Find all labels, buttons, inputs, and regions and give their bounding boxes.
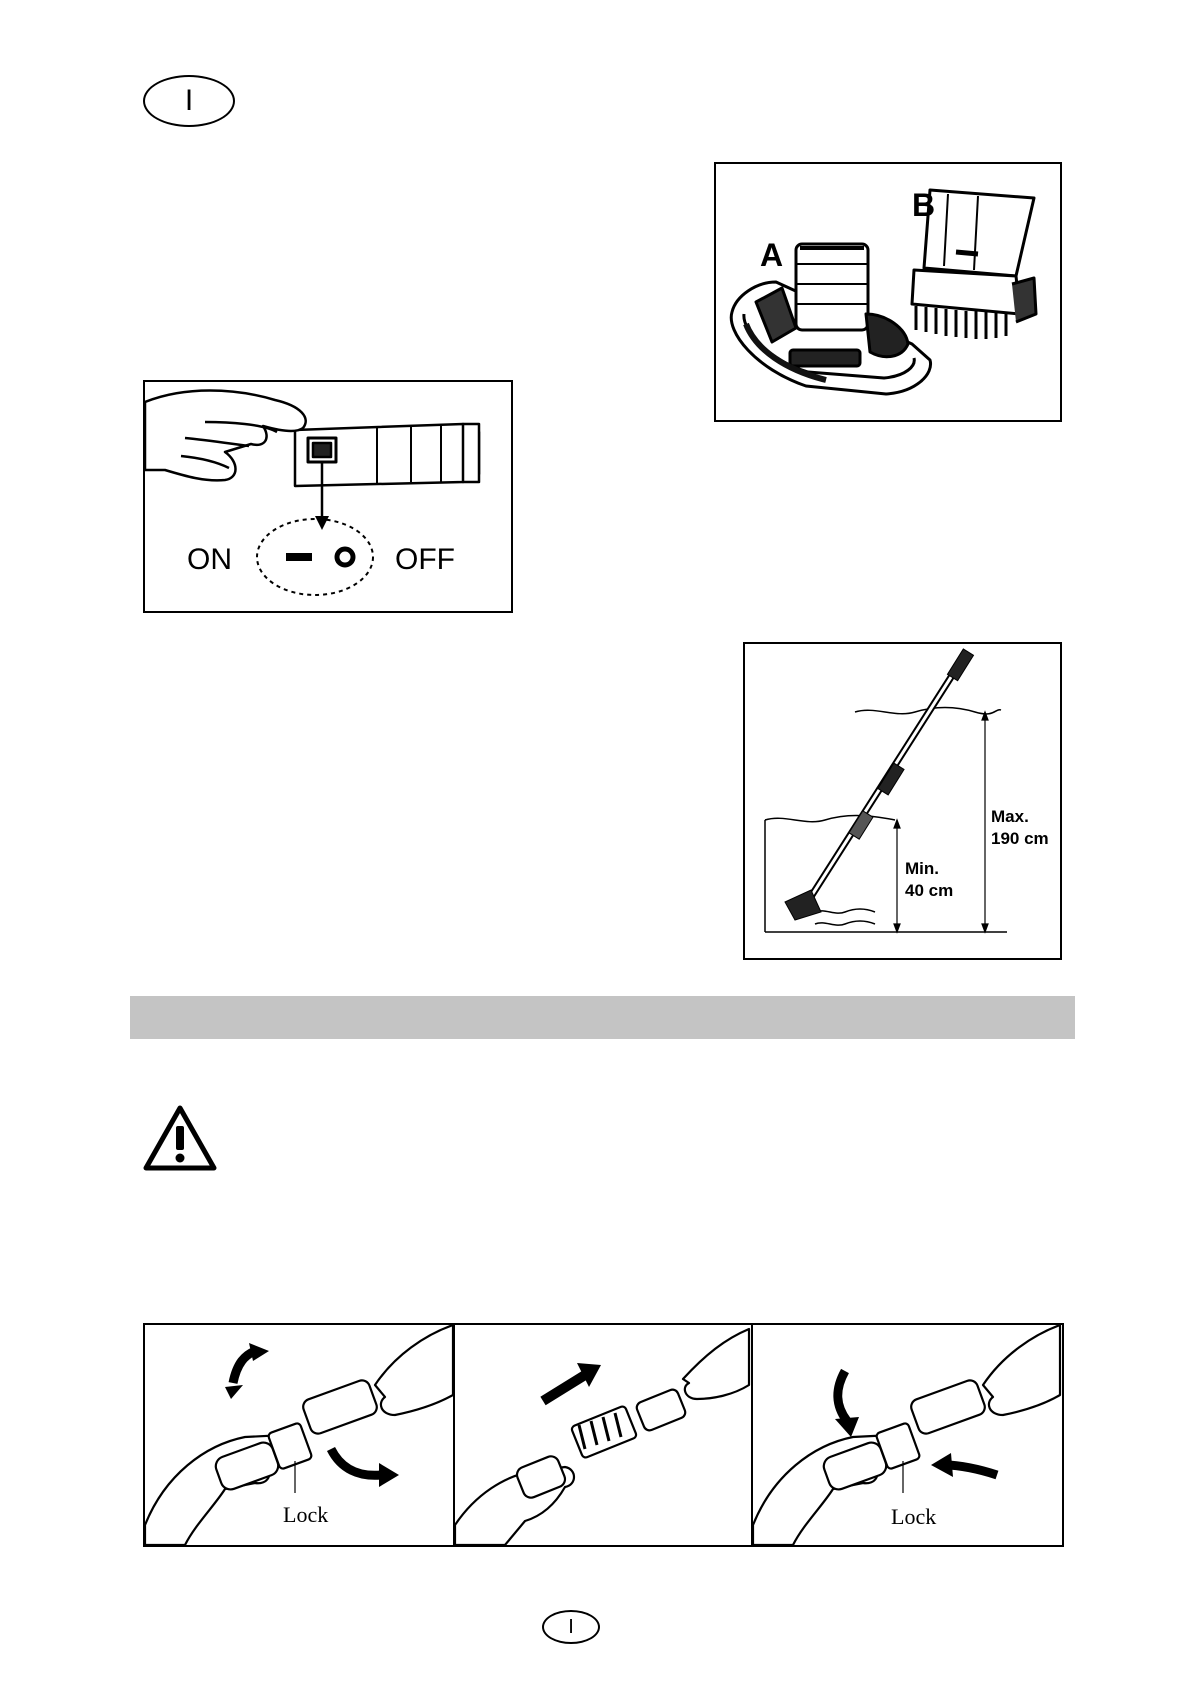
- pull-arrow-2: [543, 1375, 585, 1401]
- power-switch-illustration: [145, 382, 511, 611]
- language-badge-bottom: [542, 1610, 600, 1644]
- switch-off-mark: [337, 549, 353, 565]
- panel-divider-2: [751, 1325, 753, 1545]
- figure-power-switch: [143, 380, 513, 613]
- rotate-arrow-up-3: [945, 1465, 997, 1475]
- lock-label-1: Lock: [283, 1502, 329, 1527]
- head-b-label: B: [912, 187, 936, 223]
- language-badge-label: I: [184, 84, 194, 117]
- rotate-arrow-up-1: [233, 1351, 255, 1383]
- hand-and-handle-drawing: [145, 391, 479, 487]
- max-depth-label: Max.: [991, 807, 1029, 826]
- language-badge-label: I: [568, 1615, 574, 1638]
- min-depth-arrow: [894, 820, 900, 932]
- rotate-arrow-down-1: [331, 1449, 381, 1475]
- switch-positions-outline: [257, 519, 373, 595]
- figure-cleaning-heads: [714, 162, 1062, 422]
- panel-divider-1: [453, 1325, 455, 1545]
- figure-filter-lock: [143, 1323, 1064, 1547]
- max-depth-arrow: [982, 712, 988, 932]
- head-a-label: A: [760, 237, 784, 273]
- max-depth-value: 190 cm: [991, 829, 1049, 848]
- warning-triangle-icon: [142, 1104, 218, 1172]
- switch-off-label: OFF: [395, 543, 455, 576]
- switch-arrow-head: [315, 516, 329, 530]
- telescopic-pole-drawing: [785, 649, 974, 920]
- cleaning-heads-illustration: [716, 164, 1060, 420]
- rotate-arrow-down-3: [838, 1371, 847, 1421]
- switch-on-label: ON: [187, 543, 232, 576]
- panel-2-remove-filter: [455, 1329, 749, 1545]
- lock-label-3: Lock: [891, 1504, 937, 1529]
- min-depth-label: Min.: [905, 859, 939, 878]
- figure-depth-limits: [743, 642, 1062, 960]
- section-heading-bar: [130, 996, 1075, 1039]
- language-badge-top: [143, 75, 235, 127]
- switch-on-mark: [286, 553, 312, 561]
- min-depth-value: 40 cm: [905, 881, 954, 900]
- depth-limits-illustration: [745, 644, 1060, 958]
- filter-lock-illustration: [145, 1325, 1062, 1545]
